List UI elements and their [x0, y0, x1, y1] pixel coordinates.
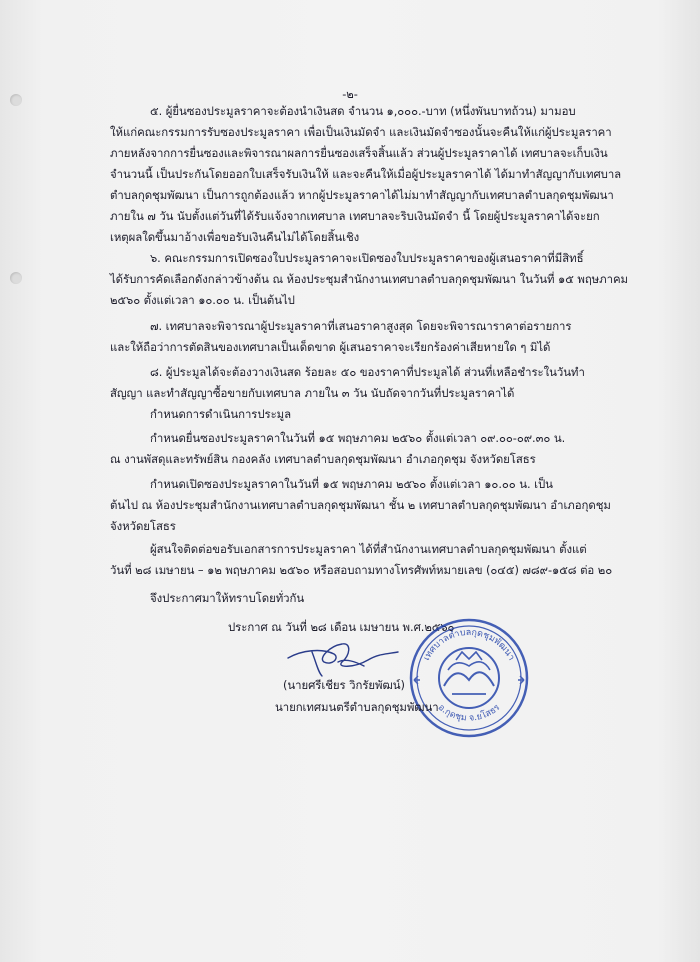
body-line: สัญญา และทำสัญญาซื้อขายกับเทศบาล ภายใน ๓ วัน นับถัดจากวันที่ประมูลราคาได้ — [110, 386, 515, 400]
official-seal-stamp — [404, 612, 534, 742]
body-line: ๗. เทศบาลจะพิจารณาผู้ประมูลราคาที่เสนอราคาสูงสุด โดยจะพิจารณาราคาต่อรายการ — [150, 319, 572, 333]
body-line: จำนวนนี้ เป็นประกันโดยออกใบเสร็จรับเงินให้ และจะคืนให้เมื่อผู้ประมูลราคาได้ ได้มาทำสัญญากับเทศบาล — [110, 167, 622, 181]
punch-hole — [10, 272, 22, 284]
body-line: ตำบลกุดชุมพัฒนา เป็นการถูกต้องแล้ว หากผู้ประมูลราคาได้ไม่มาทำสัญญากับเทศบาลตำบลกุดชุมพัฒนา — [110, 188, 614, 202]
punch-hole — [10, 94, 22, 106]
page-number: -๒- — [342, 87, 358, 101]
svg-text:เทศบาลตำบลกุดชุมพัฒนา: เทศบาลตำบลกุดชุมพัฒนา — [421, 627, 517, 663]
closing-statement: จึงประกาศมาให้ทราบโดยทั่วกัน — [150, 591, 305, 605]
announced-date: ประกาศ ณ วันที่ ๒๘ เดือน เมษายน พ.ศ.๒๕๖๐ — [228, 620, 455, 634]
body-line: ๕. ผู้ยื่นซองประมูลราคาจะต้องนำเงินสด จำนวน ๑,๐๐๐.-บาท (หนึ่งพันบาทถ้วน) มามอบ — [150, 104, 576, 118]
section-heading: กำหนดการดำเนินการประมูล — [150, 407, 292, 421]
body-line: กำหนดยื่นซองประมูลราคาในวันที่ ๑๕ พฤษภาคม ๒๕๖๐ ตั้งแต่เวลา ๐๙.๐๐-๐๙.๓๐ น. — [150, 431, 566, 445]
body-line: ผู้สนใจติดต่อขอรับเอกสารการประมูลราคา ได้ที่สำนักงานเทศบาลตำบลกุดชุมพัฒนา ตั้งแต่ — [150, 542, 587, 556]
body-line: วันที่ ๒๘ เมษายน – ๑๒ พฤษภาคม ๒๕๖๐ หรือสอบถามทางโทรศัพท์หมายเลข (๐๔๕) ๗๘๙-๑๕๘ ต่อ ๒๐ — [110, 563, 613, 577]
signer-name: (นายศรีเชียร วิกรัยพัฒน์) — [283, 678, 405, 692]
signer-title: นายกเทศมนตรีตำบลกุดชุมพัฒนา — [275, 700, 439, 714]
svg-text:อ.กุดชุม จ.ยโสธร: อ.กุดชุม จ.ยโสธร — [435, 702, 503, 724]
body-line: ๘. ผู้ประมูลได้จะต้องวางเงินสด ร้อยละ ๕๐ ของราคาที่ประมูลได้ ส่วนที่เหลือชำระในวันทำ — [150, 365, 585, 379]
body-line: เหตุผลใดขึ้นมาอ้างเพื่อขอรับเงินคืนไม่ได้โดยสิ้นเชิง — [110, 230, 360, 244]
body-line: และให้ถือว่าการตัดสินของเทศบาลเป็นเด็ดขาด ผู้เสนอราคาจะเรียกร้องค่าเสียหายใด ๆ มิได้ — [110, 340, 551, 354]
body-line: ได้รับการคัดเลือกดังกล่าวข้างต้น ณ ห้องประชุมสำนักงานเทศบาลตำบลกุดชุมพัฒนา ในวันที่ ๑๕ พฤษภาคม — [110, 272, 628, 286]
body-line: ๖. คณะกรรมการเปิดซองใบประมูลราคาจะเปิดซองใบประมูลราคาของผู้เสนอราคาที่มีสิทธิ์ — [150, 251, 584, 265]
body-line: ๒๕๖๐ ตั้งแต่เวลา ๑๐.๐๐ น. เป็นต้นไป — [110, 293, 295, 307]
body-line: ณ งานพัสดุและทรัพย์สิน กองคลัง เทศบาลตำบลกุดชุมพัฒนา อำเภอกุดชุม จังหวัดยโสธร — [110, 452, 536, 466]
body-line: ให้แก่คณะกรรมการรับซองประมูลราคา เพื่อเป็นเงินมัดจำ และเงินมัดจำซองนั้นจะคืนให้แก่ผู้ประมูลราคา — [110, 125, 612, 139]
signature-scribble — [282, 632, 402, 682]
body-line: กำหนดเปิดซองประมูลราคาในวันที่ ๑๕ พฤษภาคม ๒๕๖๐ ตั้งแต่เวลา ๑๐.๐๐ น. เป็น — [150, 477, 553, 491]
body-line: ภายหลังจากการยื่นซองและพิจารณาผลการยื่นซองเสร็จสิ้นแล้ว ส่วนผู้ประมูลราคาได้ เทศบาลจะเก็บเงิน — [110, 146, 608, 160]
body-line: จังหวัดยโสธร — [110, 519, 176, 533]
body-line: ต้นไป ณ ห้องประชุมสำนักงานเทศบาลตำบลกุดชุมพัฒนา ชั้น ๒ เทศบาลตำบลกุดชุมพัฒนา อำเภอกุดชุม — [110, 498, 611, 512]
body-line: ภายใน ๗ วัน นับตั้งแต่วันที่ได้รับแจ้งจากเทศบาล เทศบาลจะริบเงินมัดจำ นี้ โดยผู้ประมูลราคาได้จะยก — [110, 209, 600, 223]
